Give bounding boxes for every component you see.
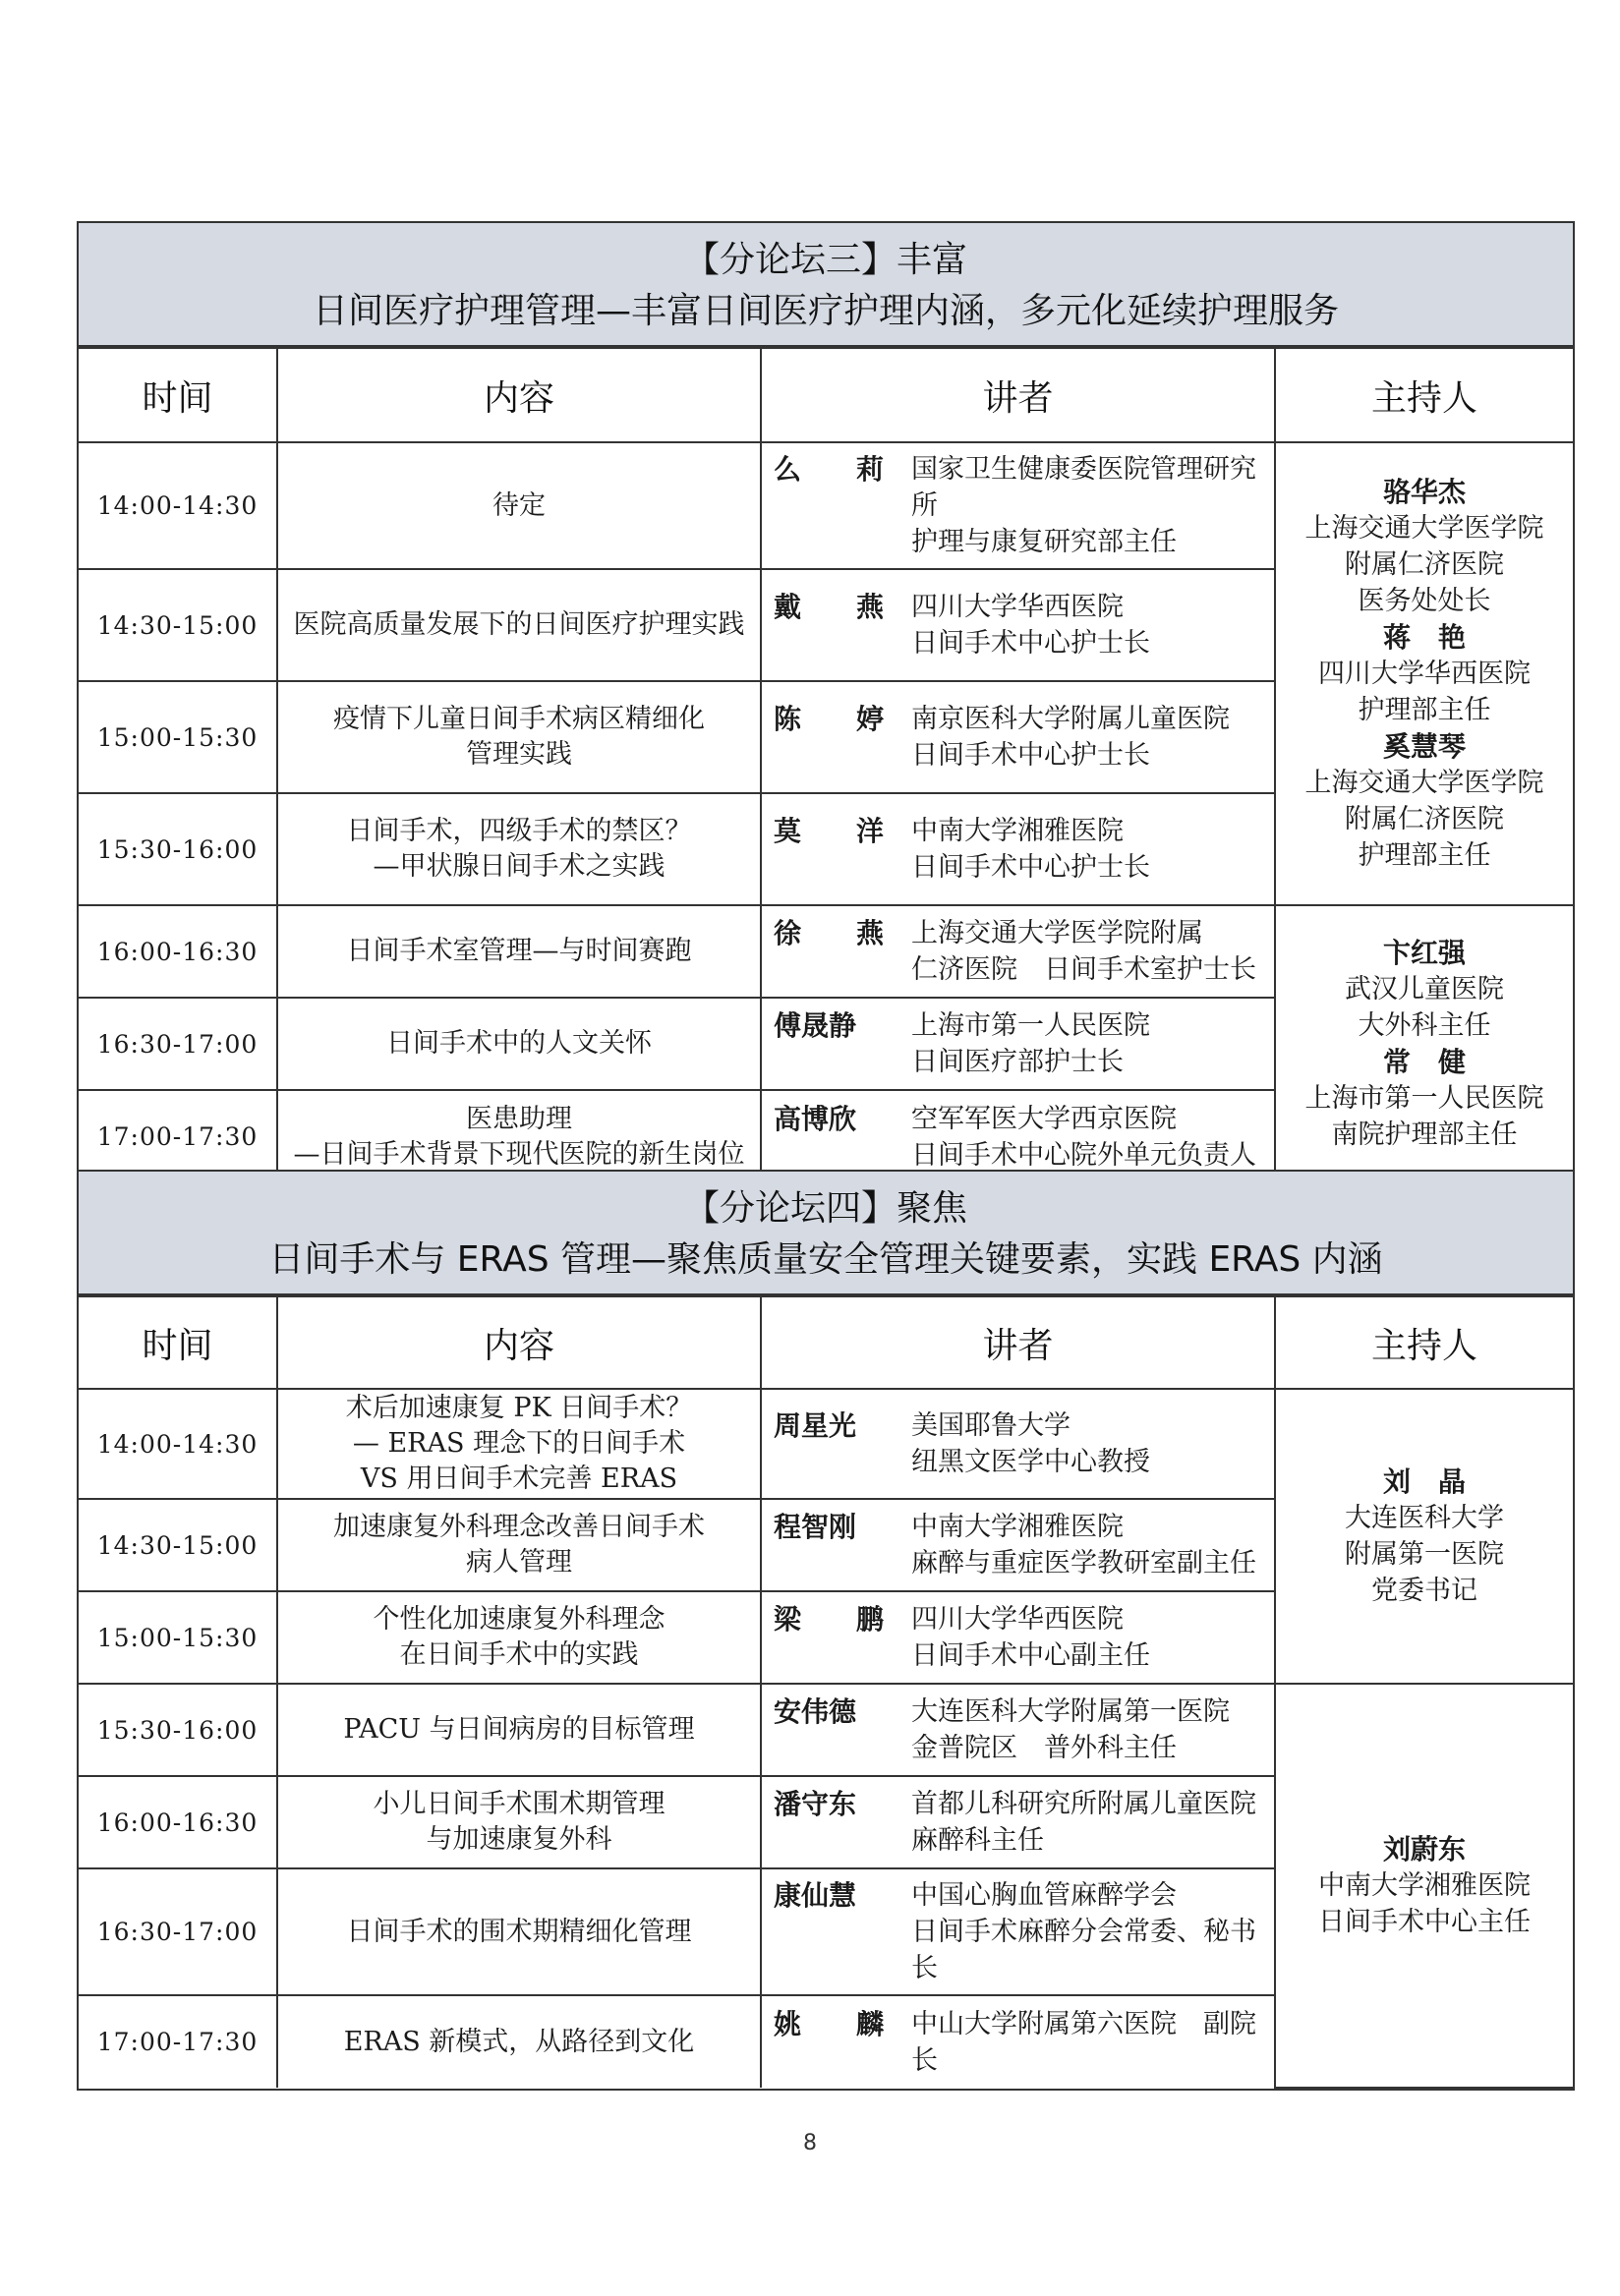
content-cell [277, 1684, 761, 1776]
content-line: 术后加速康复 PK 日间手术？ [345, 1393, 693, 1423]
content-line: 与加速康复外科 [426, 1824, 612, 1855]
affiliation-line: 上海交通大学医学院附属 [911, 918, 1203, 948]
time-cell: 15:00-15:30 [79, 1591, 277, 1684]
host-title: 党委书记 [1371, 1576, 1477, 1606]
content-line: 管理实践 [466, 739, 572, 770]
content-cell [277, 1776, 761, 1868]
content-line: 日间手术中的人文关怀 [386, 1028, 652, 1059]
content-cell [277, 1591, 761, 1684]
speaker-cell [761, 793, 1275, 905]
speaker-block [774, 1407, 1262, 1480]
speaker-cell [761, 998, 1275, 1090]
content-cell [277, 1995, 761, 2088]
table-row [79, 1684, 1573, 1776]
host-title: 上海市第一人民医院 [1304, 1083, 1544, 1114]
time-cell: 16:00-16:30 [79, 1776, 277, 1868]
forum-3-section [77, 221, 1575, 1185]
content-cell [277, 1090, 761, 1182]
speaker-name: 徐 燕 [774, 917, 884, 949]
speaker-block [774, 813, 1262, 886]
speaker-affiliation [884, 1601, 1150, 1674]
affiliation-line: 四川大学华西医院 [911, 1604, 1124, 1635]
header-host: 主持人 [1275, 348, 1573, 442]
content-line: 小儿日间手术围术期管理 [373, 1789, 665, 1819]
speaker-block [774, 451, 1262, 560]
speaker-block [774, 1007, 1262, 1080]
host-title: 日间手术中心主任 [1318, 1907, 1531, 1937]
content-line: 医患助理 [466, 1103, 572, 1134]
host-title: 中南大学湘雅医院 [1318, 1870, 1531, 1901]
content-line: PACU 与日间病房的目标管理 [343, 1714, 695, 1745]
affiliation-line: 日间手术中心护士长 [911, 740, 1150, 771]
speaker-cell [761, 1090, 1275, 1182]
host-title: 南院护理部主任 [1331, 1119, 1518, 1150]
host-cell [1275, 905, 1573, 1182]
forum-3-title: 【分论坛三】丰富 [683, 240, 967, 280]
affiliation-line: 中国心胸血管麻醉学会 [911, 1880, 1177, 1911]
speaker-cell [761, 1684, 1275, 1776]
affiliation-line: 日间医疗部护士长 [911, 1047, 1124, 1077]
host-name: 奚慧琴 [1382, 730, 1466, 763]
content-cell [277, 569, 761, 681]
speaker-affiliation [884, 1007, 1150, 1080]
host-cell [1275, 1684, 1573, 2088]
speaker-name: 安伟德 [774, 1695, 857, 1728]
speaker-cell [761, 1389, 1275, 1499]
time-cell: 16:00-16:30 [79, 905, 277, 998]
speaker-block [774, 1601, 1262, 1674]
speaker-affiliation [884, 451, 1262, 560]
speaker-cell [761, 1591, 1275, 1684]
speaker-affiliation [884, 1693, 1230, 1766]
content-line: 日间手术室管理—与时间赛跑 [346, 936, 692, 966]
affiliation-line: 中南大学湘雅医院 [911, 1512, 1124, 1542]
table-row [79, 905, 1573, 998]
time-cell: 16:30-17:00 [79, 1868, 277, 1995]
content-line: 疫情下儿童日间手术病区精细化 [333, 704, 705, 734]
content-line: —甲状腺日间手术之实践 [373, 851, 665, 882]
affiliation-line: 日间手术麻醉分会常委、秘书长 [911, 1917, 1256, 1983]
speaker-name: 高博欣 [774, 1102, 857, 1135]
host-title: 护理部主任 [1358, 840, 1491, 871]
header-speaker: 讲者 [761, 1296, 1275, 1389]
content-line: —日间手术背景下现代医院的新生岗位 [293, 1138, 745, 1170]
host-title: 护理部主任 [1358, 695, 1491, 725]
speaker-block [774, 2006, 1262, 2079]
table-row [79, 442, 1573, 569]
host-cell [1275, 1389, 1573, 1684]
header-content: 内容 [277, 1296, 761, 1389]
content-cell [277, 905, 761, 998]
header-content: 内容 [277, 348, 761, 442]
host-name: 刘 晶 [1382, 1465, 1466, 1498]
content-line: VS 用日间手术完善 ERAS [360, 1464, 678, 1494]
speaker-affiliation [884, 1509, 1256, 1581]
forum-3-table [79, 347, 1573, 1183]
forum-4-table [79, 1295, 1573, 2089]
speaker-affiliation [884, 2006, 1262, 2079]
affiliation-line: 大连医科大学附属第一医院 [911, 1696, 1230, 1727]
speaker-name: 莫 洋 [774, 815, 884, 847]
content-line: — ERAS 理念下的日间手术 [352, 1428, 686, 1459]
speaker-name: 梁 鹏 [774, 1603, 884, 1636]
time-cell: 14:00-14:30 [79, 1389, 277, 1499]
affiliation-line: 首都儿科研究所附属儿童医院 [911, 1789, 1256, 1819]
header-time: 时间 [79, 348, 277, 442]
content-line: 在日间手术中的实践 [399, 1639, 639, 1670]
speaker-cell [761, 1499, 1275, 1591]
content-line: ERAS 新模式，从路径到文化 [343, 2026, 695, 2057]
speaker-affiliation [884, 1101, 1256, 1174]
affiliation-line: 日间手术中心院外单元负责人 [911, 1139, 1256, 1171]
content-line: 病人管理 [466, 1547, 572, 1578]
affiliation-line: 日间手术中心护士长 [911, 628, 1150, 659]
speaker-cell [761, 905, 1275, 998]
speaker-name: 么 莉 [774, 453, 884, 486]
host-title: 武汉儿童医院 [1345, 974, 1504, 1004]
affiliation-line: 四川大学华西医院 [911, 592, 1124, 622]
host-title: 大连医科大学 [1345, 1503, 1504, 1533]
content-line: 加速康复外科理念改善日间手术 [333, 1512, 705, 1542]
time-cell: 14:30-15:00 [79, 1499, 277, 1591]
speaker-cell [761, 1995, 1275, 2088]
content-cell [277, 681, 761, 793]
host-title: 上海交通大学医学院 [1304, 513, 1544, 544]
affiliation-line: 日间手术中心副主任 [911, 1640, 1150, 1671]
host-title: 大外科主任 [1358, 1010, 1491, 1041]
speaker-name: 姚 麟 [774, 2007, 884, 2040]
host-name: 常 健 [1382, 1046, 1466, 1078]
affiliation-line: 仁济医院 日间手术室护士长 [911, 954, 1256, 985]
content-cell [277, 998, 761, 1090]
speaker-affiliation [884, 589, 1150, 661]
content-line: 个性化加速康复外科理念 [373, 1604, 665, 1635]
host-title: 附属第一医院 [1345, 1539, 1504, 1570]
content-line: 日间手术的围术期精细化管理 [346, 1916, 692, 1947]
speaker-block [774, 1693, 1262, 1766]
host-title: 医务处处长 [1358, 586, 1491, 616]
time-cell: 17:00-17:30 [79, 1090, 277, 1182]
forum-4-subtitle: 日间手术与 ERAS 管理—聚焦质量安全管理关键要素，实践 ERAS 内涵 [268, 1239, 1383, 1280]
speaker-affiliation [884, 1877, 1262, 1986]
affiliation-line: 中南大学湘雅医院 [911, 816, 1124, 846]
host-title: 附属仁济医院 [1345, 549, 1504, 580]
header-speaker: 讲者 [761, 348, 1275, 442]
content-cell [277, 442, 761, 569]
content-cell [277, 1499, 761, 1591]
speaker-block [774, 915, 1262, 988]
forum-4-title: 【分论坛四】聚焦 [683, 1188, 967, 1229]
affiliation-line: 护理与康复研究部主任 [911, 527, 1177, 557]
affiliation-line: 上海市第一人民医院 [911, 1010, 1150, 1041]
host-name: 骆华杰 [1382, 476, 1466, 508]
content-cell [277, 1389, 761, 1499]
host-name: 卞红强 [1382, 937, 1466, 969]
speaker-block [774, 589, 1262, 661]
speaker-block [774, 1509, 1262, 1581]
page-number: 8 [803, 2131, 817, 2155]
content-line: 日间手术，四级手术的禁区？ [346, 816, 692, 846]
forum-4-section [77, 1170, 1575, 2091]
time-cell: 16:30-17:00 [79, 998, 277, 1090]
speaker-name: 戴 燕 [774, 591, 884, 623]
content-line: 待定 [492, 489, 546, 521]
content-cell [277, 1868, 761, 1995]
speaker-affiliation [884, 915, 1256, 988]
header-host: 主持人 [1275, 1296, 1573, 1389]
speaker-cell [761, 1868, 1275, 1995]
time-cell: 14:30-15:00 [79, 569, 277, 681]
host-name: 蒋 艳 [1382, 621, 1466, 654]
host-title: 上海交通大学医学院 [1304, 768, 1544, 798]
affiliation-line: 金普院区 普外科主任 [911, 1733, 1177, 1763]
speaker-name: 傅晟静 [774, 1009, 857, 1042]
speaker-block [774, 1786, 1262, 1859]
speaker-affiliation [884, 813, 1150, 886]
content-line: 医院高质量发展下的日间医疗护理实践 [293, 609, 745, 640]
speaker-affiliation [884, 1407, 1150, 1480]
time-cell: 17:00-17:30 [79, 1995, 277, 2088]
header-time: 时间 [79, 1296, 277, 1389]
speaker-block [774, 701, 1262, 774]
forum-3-subtitle: 日间医疗护理管理—丰富日间医疗护理内涵，多元化延续护理服务 [312, 291, 1339, 331]
affiliation-line: 中山大学附属第六医院 副院长 [911, 2008, 1256, 2076]
content-cell [277, 793, 761, 905]
speaker-cell [761, 681, 1275, 793]
affiliation-line: 美国耶鲁大学 [911, 1410, 1070, 1441]
time-cell: 15:30-16:00 [79, 1684, 277, 1776]
speaker-cell [761, 1776, 1275, 1868]
affiliation-line: 国家卫生健康委医院管理研究所 [911, 454, 1256, 521]
affiliation-line: 南京医科大学附属儿童医院 [911, 704, 1230, 734]
speaker-block [774, 1877, 1262, 1986]
host-cell [1275, 442, 1573, 905]
speaker-affiliation [884, 701, 1230, 774]
forum-3-banner [79, 223, 1573, 347]
host-name: 刘蔚东 [1382, 1833, 1466, 1866]
speaker-block [774, 1101, 1262, 1174]
affiliation-line: 日间手术中心护士长 [911, 852, 1150, 883]
speaker-name: 程智刚 [774, 1511, 857, 1543]
time-cell: 15:00-15:30 [79, 681, 277, 793]
affiliation-line: 空军军医大学西京医院 [911, 1103, 1177, 1134]
host-title: 附属仁济医院 [1345, 804, 1504, 834]
speaker-name: 潘守东 [774, 1788, 857, 1820]
affiliation-line: 纽黑文医学中心教授 [911, 1447, 1150, 1477]
time-cell: 15:30-16:00 [79, 793, 277, 905]
speaker-affiliation [884, 1786, 1256, 1859]
speaker-name: 周星光 [774, 1409, 857, 1442]
table-row [79, 1389, 1573, 1499]
affiliation-line: 麻醉科主任 [911, 1825, 1044, 1856]
host-title: 四川大学华西医院 [1318, 659, 1531, 689]
speaker-name: 康仙慧 [774, 1879, 857, 1912]
affiliation-line: 麻醉与重症医学教研室副主任 [911, 1548, 1256, 1578]
speaker-cell [761, 569, 1275, 681]
speaker-name: 陈 婷 [774, 703, 884, 735]
forum-4-banner [79, 1172, 1573, 1295]
speaker-cell [761, 442, 1275, 569]
time-cell: 14:00-14:30 [79, 442, 277, 569]
